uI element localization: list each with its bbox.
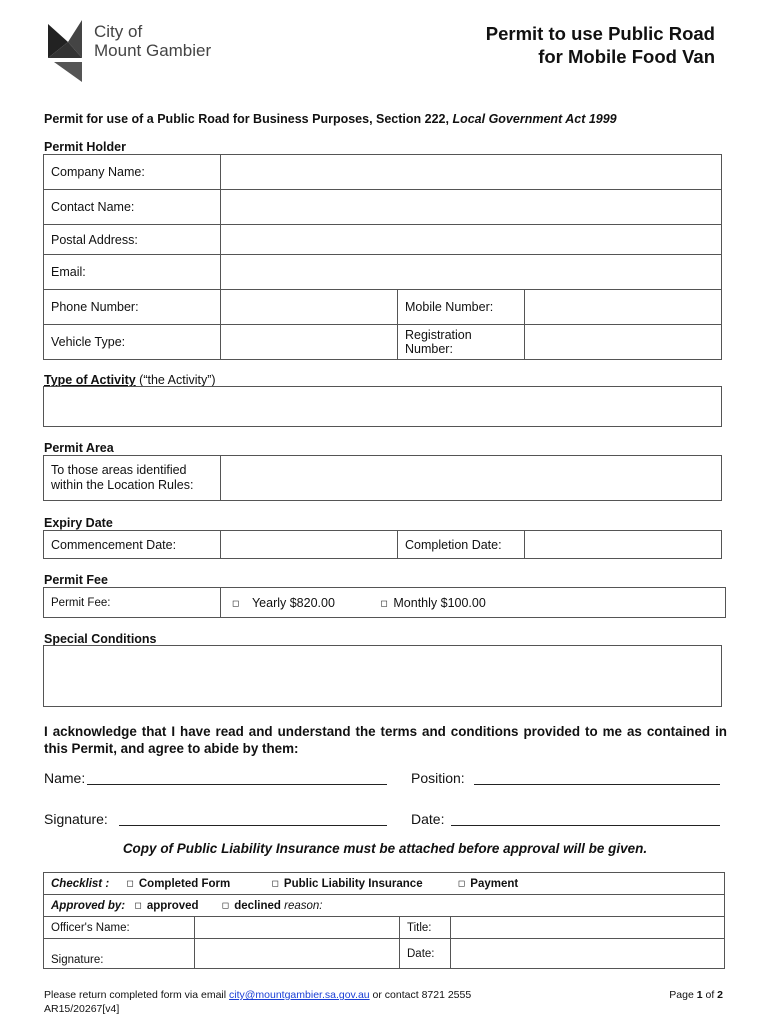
- footer-page-number: [669, 988, 723, 1002]
- title-line-2: for Mobile Food Van: [538, 46, 715, 67]
- payment-checkbox[interactable]: ◻: [457, 877, 466, 888]
- permit-fee-options: [221, 588, 726, 618]
- signature-line[interactable]: [119, 825, 387, 826]
- company-name-field[interactable]: [221, 155, 722, 190]
- position-label: Position:: [411, 770, 465, 786]
- yearly-option[interactable]: [232, 596, 335, 610]
- special-conditions-field[interactable]: [44, 646, 722, 707]
- signature-label: Signature:: [44, 811, 108, 827]
- reason-label: reason:: [284, 899, 323, 912]
- footer-contact-text: or contact 8721 2555: [369, 989, 472, 1001]
- registration-number-label: Registration Number:: [398, 325, 525, 360]
- insurance-note: Copy of Public Liability Insurance must be attached before approval will be given.: [122, 841, 648, 856]
- approved-label: approved: [146, 899, 199, 912]
- public-liability-label: Public Liability Insurance: [283, 877, 423, 890]
- logo-line-2: Mount Gambier: [94, 41, 212, 60]
- activity-heading-text: Type of Activity: [44, 373, 136, 387]
- mobile-number-label: Mobile Number:: [398, 290, 525, 325]
- city-logo-icon: [46, 18, 86, 84]
- completed-form-checkbox[interactable]: ◻: [126, 877, 134, 888]
- special-conditions-table: [43, 645, 722, 707]
- logo-text: [94, 22, 211, 60]
- date-label: Date:: [411, 811, 445, 827]
- email-label: Email:: [44, 255, 221, 290]
- activity-table: [43, 386, 722, 427]
- contact-name-label: Contact Name:: [44, 190, 221, 225]
- checklist-row: [44, 873, 725, 895]
- expiry-date-table: [43, 530, 722, 559]
- permit-holder-table: [43, 154, 722, 360]
- name-line[interactable]: [87, 784, 387, 785]
- page-prefix: Page: [669, 989, 697, 1001]
- commencement-date-field[interactable]: [221, 531, 398, 559]
- approved-by-row: [44, 895, 725, 917]
- intro-act: Local Government Act 1999: [452, 112, 617, 126]
- permit-holder-heading: Permit Holder: [44, 140, 126, 154]
- permit-area-field[interactable]: [221, 456, 722, 501]
- commencement-date-label: Commencement Date:: [44, 531, 221, 559]
- page-total: 2: [717, 989, 723, 1001]
- footer-return-text: [44, 988, 471, 1016]
- registration-number-field[interactable]: [525, 325, 722, 360]
- footer-return-prefix: Please return completed form via email: [44, 989, 229, 1001]
- title-line-1: Permit to use Public Road: [485, 23, 715, 44]
- officer-signature-field[interactable]: [195, 939, 400, 969]
- expiry-date-heading: Expiry Date: [44, 516, 113, 530]
- permit-fee-label: Permit Fee:: [44, 588, 221, 618]
- officer-name-field[interactable]: [195, 917, 400, 939]
- vehicle-type-field[interactable]: [221, 325, 398, 360]
- approved-checkbox[interactable]: ◻: [134, 899, 142, 910]
- declined-label: declined: [234, 899, 281, 912]
- officer-signature-label: Signature:: [44, 939, 195, 969]
- activity-heading-suffix: (“the Activity”): [135, 373, 216, 387]
- checklist-label: Checklist :: [51, 877, 110, 890]
- office-use-table: [43, 872, 725, 969]
- public-liability-checkbox[interactable]: ◻: [271, 877, 279, 888]
- monthly-option[interactable]: [380, 596, 485, 610]
- permit-area-label: To those areas identified within the Location Rules:: [44, 456, 221, 501]
- footer-doc-ref: AR15/20267[v4]: [44, 1003, 120, 1015]
- name-label: Name:: [44, 770, 86, 786]
- intro-text: [44, 112, 617, 126]
- yearly-checkbox[interactable]: ◻: [232, 597, 240, 608]
- postal-address-field[interactable]: [221, 225, 722, 255]
- intro-main: Permit for use of a Public Road for Business Purposes, Section 222,: [44, 112, 453, 126]
- footer-email-link[interactable]: city@mountgambier.sa.gov.au: [229, 989, 370, 1001]
- approved-by-label: Approved by:: [51, 899, 126, 912]
- declined-checkbox[interactable]: ◻: [221, 899, 230, 910]
- officer-name-label: Officer's Name:: [44, 917, 195, 939]
- activity-field[interactable]: [44, 387, 722, 427]
- officer-date-field[interactable]: [451, 939, 725, 969]
- acknowledgement-text: I acknowledge that I have read and understand the terms and conditions provided to me as contained in this Permit, and agree to abide by them:: [44, 724, 727, 756]
- page-title: [486, 22, 715, 68]
- page-of: of: [702, 989, 718, 1001]
- officer-title-label: Title:: [400, 917, 451, 939]
- phone-number-field[interactable]: [221, 290, 398, 325]
- permit-area-heading: Permit Area: [44, 441, 114, 455]
- phone-number-label: Phone Number:: [44, 290, 221, 325]
- permit-fee-table: [43, 587, 726, 618]
- company-name-label: Company Name:: [44, 155, 221, 190]
- completed-form-label: Completed Form: [138, 877, 231, 890]
- officer-title-field[interactable]: [451, 917, 725, 939]
- officer-date-label: Date:: [400, 939, 451, 969]
- yearly-label: Yearly $820.00: [251, 595, 335, 610]
- logo-line-1: City of: [94, 22, 143, 41]
- date-line[interactable]: [451, 825, 720, 826]
- postal-address-label: Postal Address:: [44, 225, 221, 255]
- position-line[interactable]: [474, 784, 720, 785]
- permit-fee-heading: Permit Fee: [44, 573, 108, 587]
- email-field[interactable]: [221, 255, 722, 290]
- payment-label: Payment: [470, 877, 519, 890]
- completion-date-label: Completion Date:: [398, 531, 525, 559]
- vehicle-type-label: Vehicle Type:: [44, 325, 221, 360]
- completion-date-field[interactable]: [525, 531, 722, 559]
- mobile-number-field[interactable]: [525, 290, 722, 325]
- permit-area-table: [43, 455, 722, 501]
- contact-name-field[interactable]: [221, 190, 722, 225]
- monthly-label: Monthly $100.00: [393, 595, 486, 610]
- page-current: 1: [696, 989, 703, 1001]
- monthly-checkbox[interactable]: ◻: [380, 597, 388, 608]
- special-conditions-heading: Special Conditions: [44, 632, 157, 646]
- activity-heading: [44, 373, 216, 387]
